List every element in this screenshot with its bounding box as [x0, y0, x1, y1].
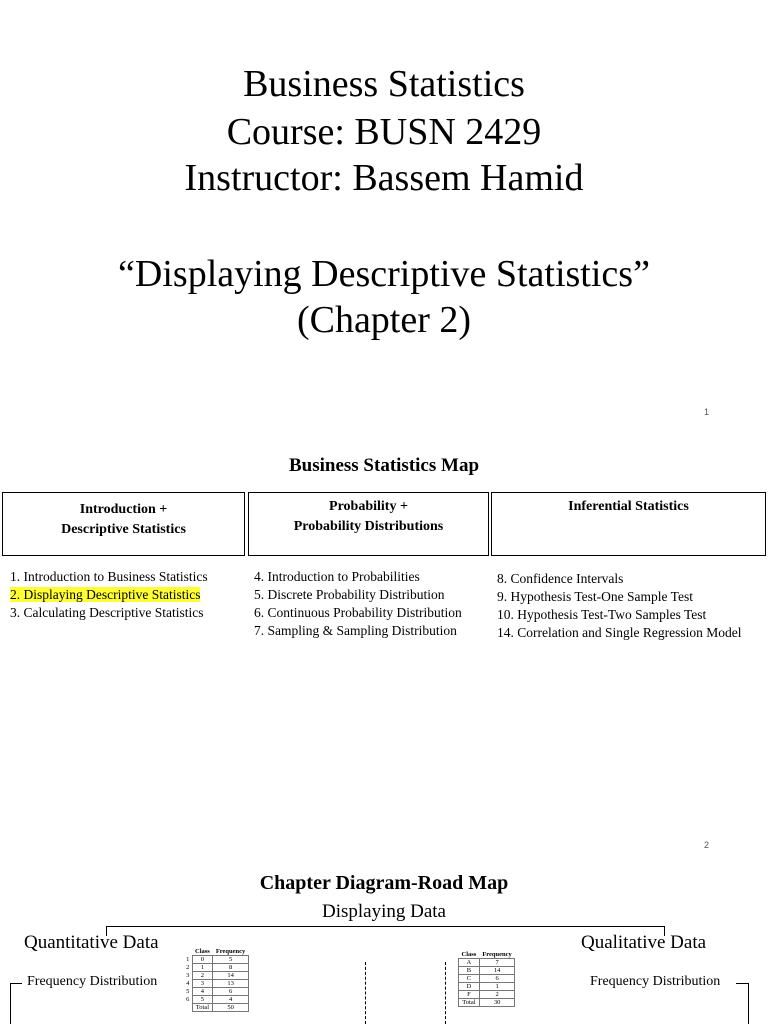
list-item: 8. Confidence Intervals	[497, 571, 624, 586]
table-row: C 6	[459, 975, 515, 983]
list-item: 5. Discrete Probability Distribution	[254, 587, 445, 602]
box-probability	[248, 492, 489, 556]
list-item: 9. Hypothesis Test-One Sample Test	[497, 589, 693, 604]
box-probability-line1: Probability +	[329, 499, 408, 514]
right-fd-tick	[736, 983, 748, 984]
table-row: 4 3 13	[186, 980, 248, 988]
table-header: Class	[195, 948, 210, 955]
left-frequency-label: Frequency Distribution	[27, 974, 158, 989]
list-descriptive	[10, 568, 208, 622]
table-row: B 14	[459, 967, 515, 975]
list-item: 6. Continuous Probability Distribution	[254, 605, 462, 620]
table-row: 5 4 6	[186, 988, 248, 996]
table-row: 3 2 14	[186, 972, 248, 980]
table-row: 1 0 5	[186, 956, 248, 964]
page-number-1: 1	[704, 407, 710, 417]
table-row: Total 30	[459, 999, 515, 1007]
list-item-highlighted: 2. Displaying Descriptive Statistics	[10, 587, 201, 602]
course-code: Course: BUSN 2429	[226, 111, 542, 153]
left-fd-tick	[10, 983, 22, 984]
left-fd-stem	[10, 983, 11, 1024]
table-row: Total 50	[186, 1004, 248, 1012]
list-item: 3. Calculating Descriptive Statistics	[10, 605, 204, 620]
divider-right	[445, 962, 446, 1024]
table-row: D 1	[459, 983, 515, 991]
box-descriptive-line1: Introduction +	[79, 502, 168, 517]
table-header: Frequency	[482, 951, 512, 958]
roadmap-subtitle: Displaying Data	[321, 901, 446, 922]
table-row: F 2	[459, 991, 515, 999]
table-row: 6 5 4	[186, 996, 248, 1004]
connector-line	[106, 926, 664, 927]
list-probability	[254, 568, 462, 640]
qualitative-frequency-table	[458, 951, 515, 1007]
chapter-number: (Chapter 2)	[296, 299, 472, 341]
list-item: 4. Introduction to Probabilities	[254, 569, 420, 584]
instructor: Instructor: Bassem Hamid	[184, 157, 584, 199]
list-inferential	[497, 570, 741, 642]
chapter-title: “Displaying Descriptive Statistics”	[118, 253, 650, 295]
course-title: Business Statistics	[243, 63, 525, 105]
list-item: 10. Hypothesis Test-Two Samples Test	[497, 607, 707, 622]
list-item: 7. Sampling & Sampling Distribution	[254, 623, 457, 638]
table-header: Frequency	[215, 948, 246, 955]
map-title: Business Statistics Map	[288, 455, 480, 476]
list-item: 1. Introduction to Business Statistics	[10, 569, 208, 584]
table-header: Class	[461, 951, 477, 958]
quantitative-frequency-table	[186, 948, 249, 1012]
quantitative-label: Quantitative Data	[24, 932, 159, 953]
list-item: 14. Correlation and Single Regression Model	[497, 625, 742, 640]
box-descriptive-line2: Descriptive Statistics	[61, 522, 186, 537]
box-probability-line2: Probability Distributions	[293, 519, 444, 534]
right-frequency-label: Frequency Distribution	[590, 974, 721, 989]
table-row: A 7	[459, 959, 515, 967]
qualitative-label: Qualitative Data	[581, 932, 707, 953]
box-inferential	[491, 492, 766, 556]
right-fd-stem	[748, 983, 749, 1024]
table-row: 2 1 8	[186, 964, 248, 972]
page-number-2: 2	[704, 840, 710, 850]
box-inferential-line1: Inferential Statistics	[568, 499, 689, 514]
roadmap-title: Chapter Diagram-Road Map	[259, 872, 509, 894]
box-descriptive	[2, 492, 245, 556]
divider-left	[365, 962, 366, 1024]
